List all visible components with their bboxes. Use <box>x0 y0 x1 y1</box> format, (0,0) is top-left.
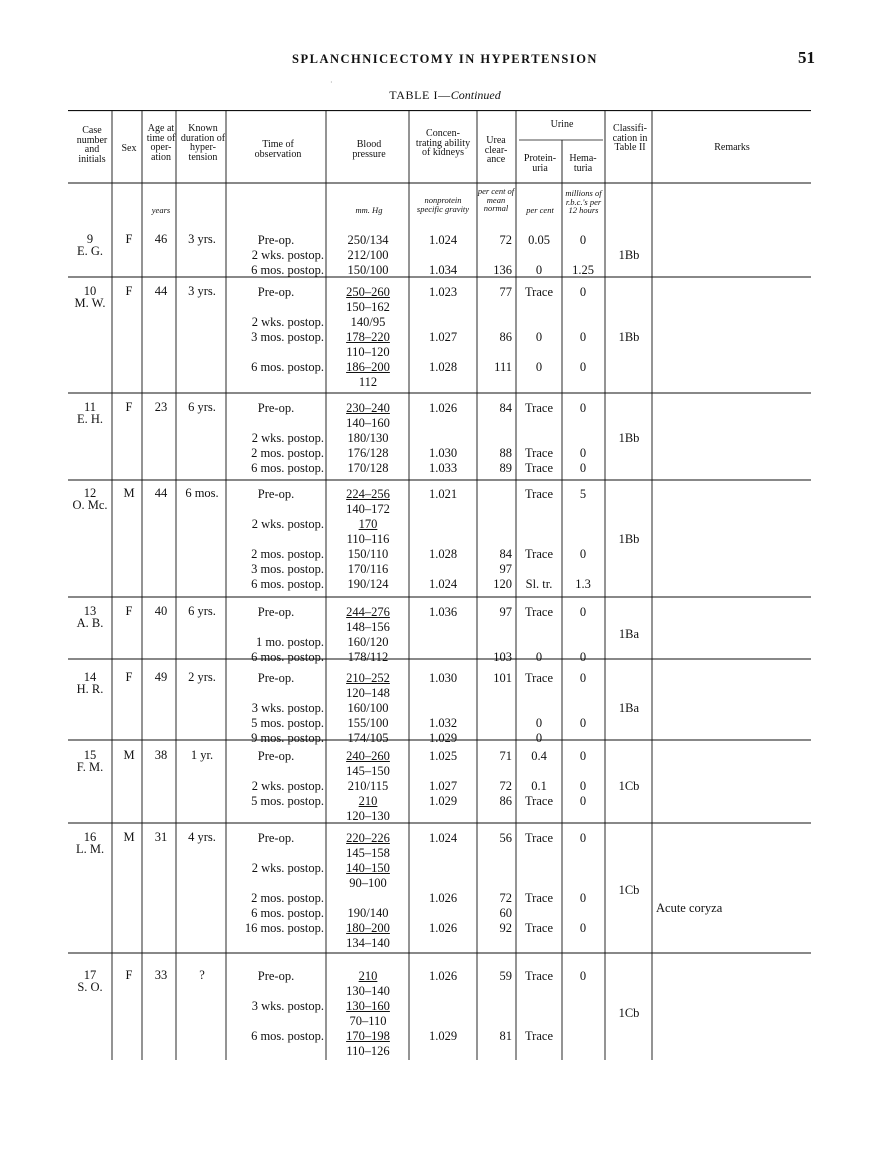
blood-pressure: 186–200 <box>346 360 390 374</box>
hematuria: 0 <box>579 605 587 619</box>
proteinuria: 0 <box>535 650 543 664</box>
proteinuria: 0.4 <box>531 749 547 763</box>
observation-time: 2 wks. postop. <box>251 779 324 793</box>
hematuria: 0 <box>579 330 587 344</box>
urea-clearance: 111 <box>494 360 512 374</box>
blood-pressure: 140–150 <box>346 861 390 875</box>
classification-cell: 1Ba <box>618 701 640 715</box>
hematuria: 0 <box>579 285 587 299</box>
hematuria: 0 <box>579 794 587 808</box>
col-header-sex: Sex <box>121 143 137 154</box>
specific-gravity: 1.027 <box>428 330 458 344</box>
running-header <box>0 48 890 72</box>
observation-time: 2 mos. postop. <box>251 891 324 905</box>
blood-pressure: 148–156 <box>346 620 390 634</box>
blood-pressure: 140–172 <box>346 502 390 516</box>
classification-cell: 1Bb <box>618 248 640 262</box>
case-number: 9 <box>86 232 94 246</box>
urea-clearance: 86 <box>499 330 512 344</box>
urea-clearance: 56 <box>499 831 512 845</box>
hematuria: 0 <box>579 891 587 905</box>
observation-time: 6 mos. postop. <box>251 360 324 374</box>
case-number: 14 <box>83 670 97 684</box>
age-cell: 31 <box>154 830 168 844</box>
duration-cell: 3 yrs. <box>188 284 216 298</box>
case-number: 17 <box>83 968 97 982</box>
blood-pressure: 112 <box>358 375 378 389</box>
sex-cell: F <box>125 232 133 246</box>
blood-pressure: 145–158 <box>346 846 390 860</box>
case-number: 10 <box>83 284 97 298</box>
observation-time: 3 mos. postop. <box>251 330 324 344</box>
observation-time: 16 mos. postop. <box>244 921 324 935</box>
blood-pressure: 210–252 <box>346 671 390 685</box>
col-header-duration: Known duration of hyper-tension <box>180 123 226 163</box>
urea-clearance: 72 <box>499 779 512 793</box>
specific-gravity: 1.030 <box>428 671 458 685</box>
blood-pressure: 170–198 <box>346 1029 390 1043</box>
running-title: SPLANCHNICECTOMY IN HYPERTENSION <box>292 52 598 66</box>
col-header-classification: Classifi-cation in Table II <box>612 123 648 153</box>
specific-gravity: 1.030 <box>428 446 458 460</box>
sex-cell: F <box>125 968 133 982</box>
unit-protein: per cent <box>526 205 554 215</box>
observation-time: 1 mo. postop. <box>255 635 324 649</box>
sex-cell: M <box>123 748 135 762</box>
observation-time: 5 mos. postop. <box>251 716 324 730</box>
proteinuria: Trace <box>524 547 553 561</box>
observation-time: 2 mos. postop. <box>251 446 324 460</box>
col-header-proteinuria: Protein-uria <box>523 153 557 174</box>
age-cell: 44 <box>154 284 168 298</box>
blood-pressure: 150/110 <box>347 547 389 561</box>
blood-pressure: 178/112 <box>347 650 389 664</box>
hematuria: 0 <box>579 233 587 247</box>
case-initials: S. O. <box>77 980 103 994</box>
observation-time: 9 mos. postop. <box>251 731 324 745</box>
specific-gravity: 1.034 <box>428 263 458 277</box>
observation-time: 6 mos. postop. <box>251 906 324 920</box>
age-cell: 46 <box>154 232 168 246</box>
hematuria: 0 <box>579 921 587 935</box>
proteinuria: Trace <box>524 1029 553 1043</box>
specific-gravity: 1.026 <box>428 891 458 905</box>
case-initials: M. W. <box>74 296 106 310</box>
unit-hema: millions of r.b.c.'s per 12 hours <box>565 188 602 215</box>
specific-gravity: 1.026 <box>428 921 458 935</box>
hematuria: 0 <box>579 969 587 983</box>
specific-gravity: 1.026 <box>428 969 458 983</box>
observation-time: 2 wks. postop. <box>251 517 324 531</box>
sex-cell: F <box>125 284 133 298</box>
col-header-remarks: Remarks <box>714 142 750 153</box>
col-header-case: Case number and initials <box>76 125 108 165</box>
specific-gravity: 1.027 <box>428 779 458 793</box>
urea-clearance: 86 <box>499 794 512 808</box>
observation-time: 6 mos. postop. <box>251 650 324 664</box>
blood-pressure: 170/128 <box>347 461 389 475</box>
observation-time: Pre-op. <box>257 285 295 299</box>
blood-pressure: 190/124 <box>347 577 389 591</box>
sex-cell: M <box>123 830 135 844</box>
col-header-hematuria: Hema-turia <box>569 153 597 174</box>
blood-pressure: 110–120 <box>346 345 390 359</box>
urea-clearance: 88 <box>499 446 512 460</box>
specific-gravity: 1.025 <box>428 749 458 763</box>
age-cell: 38 <box>154 748 168 762</box>
case-initials: E. G. <box>76 244 104 258</box>
table-caption <box>0 88 890 103</box>
proteinuria: 0 <box>535 731 543 745</box>
proteinuria: Trace <box>524 605 553 619</box>
hematuria: 0 <box>579 650 587 664</box>
observation-time: 2 wks. postop. <box>251 248 324 262</box>
blood-pressure: 160/100 <box>347 701 389 715</box>
proteinuria: 0 <box>535 330 543 344</box>
age-cell: 49 <box>154 670 168 684</box>
urea-clearance: 97 <box>499 562 512 576</box>
proteinuria: 0 <box>535 716 543 730</box>
observation-time: 5 mos. postop. <box>251 794 324 808</box>
specific-gravity: 1.028 <box>428 360 458 374</box>
urea-clearance: 84 <box>499 547 512 561</box>
col-header-bp: Blood pressure <box>352 139 386 160</box>
duration-cell: 6 yrs. <box>188 400 216 414</box>
proteinuria: Trace <box>524 461 553 475</box>
blood-pressure: 140/95 <box>350 315 386 329</box>
proteinuria: 0 <box>535 360 543 374</box>
hematuria: 0 <box>579 401 587 415</box>
blood-pressure: 130–160 <box>346 999 390 1013</box>
observation-time: Pre-op. <box>257 831 295 845</box>
duration-cell: 1 yr. <box>190 748 214 762</box>
proteinuria: Trace <box>524 671 553 685</box>
proteinuria: Trace <box>524 401 553 415</box>
blood-pressure: 210/115 <box>347 779 389 793</box>
blood-pressure: 210 <box>358 794 378 808</box>
sex-cell: F <box>125 400 133 414</box>
observation-time: 6 mos. postop. <box>251 1029 324 1043</box>
classification-cell: 1Cb <box>618 1006 640 1020</box>
sex-cell: F <box>125 604 133 618</box>
urea-clearance: 92 <box>499 921 512 935</box>
case-number: 12 <box>83 486 97 500</box>
case-initials: E. H. <box>76 412 104 426</box>
proteinuria: 0 <box>535 263 543 277</box>
specific-gravity: 1.024 <box>428 831 458 845</box>
blood-pressure: 224–256 <box>346 487 390 501</box>
hematuria: 0 <box>579 716 587 730</box>
specific-gravity: 1.033 <box>428 461 458 475</box>
proteinuria: Sl. tr. <box>525 577 553 591</box>
col-header-time: Time of observation <box>254 139 302 160</box>
blood-pressure: 190/140 <box>347 906 389 920</box>
blood-pressure: 140–160 <box>346 416 390 430</box>
urea-clearance: 103 <box>493 650 512 664</box>
proteinuria: Trace <box>524 921 553 935</box>
blood-pressure: 250/134 <box>347 233 389 247</box>
table-caption-continued: Continued <box>450 88 501 102</box>
observation-time: Pre-op. <box>257 401 295 415</box>
observation-time: Pre-op. <box>257 605 295 619</box>
observation-time: 6 mos. postop. <box>251 461 324 475</box>
proteinuria: Trace <box>524 831 553 845</box>
urea-clearance: 71 <box>499 749 512 763</box>
age-cell: 40 <box>154 604 168 618</box>
classification-cell: 1Ba <box>618 627 640 641</box>
urea-clearance: 89 <box>499 461 512 475</box>
observation-time: 6 mos. postop. <box>251 263 324 277</box>
urea-clearance: 59 <box>499 969 512 983</box>
blood-pressure: 110–126 <box>346 1044 390 1058</box>
duration-cell: ? <box>199 968 205 982</box>
urea-clearance: 120 <box>493 577 512 591</box>
duration-cell: 4 yrs. <box>188 830 216 844</box>
proteinuria: Trace <box>524 891 553 905</box>
hematuria: 0 <box>579 831 587 845</box>
classification-cell: 1Bb <box>618 532 640 546</box>
classification-cell: 1Cb <box>618 883 640 897</box>
blood-pressure: 145–150 <box>346 764 390 778</box>
blood-pressure: 212/100 <box>347 248 389 262</box>
proteinuria: 0.05 <box>528 233 550 247</box>
observation-time: 3 wks. postop. <box>251 999 324 1013</box>
stray-mark: · <box>330 78 333 87</box>
blood-pressure: 110–116 <box>346 532 390 546</box>
hematuria: 0 <box>579 671 587 685</box>
blood-pressure: 70–110 <box>349 1014 387 1028</box>
duration-cell: 6 mos. <box>185 486 219 500</box>
specific-gravity: 1.029 <box>428 731 458 745</box>
hematuria: 0 <box>579 461 587 475</box>
specific-gravity: 1.026 <box>428 401 458 415</box>
duration-cell: 6 yrs. <box>188 604 216 618</box>
specific-gravity: 1.021 <box>428 487 458 501</box>
urea-clearance: 77 <box>499 285 512 299</box>
proteinuria: Trace <box>524 285 553 299</box>
blood-pressure: 180/130 <box>347 431 389 445</box>
specific-gravity: 1.024 <box>428 577 458 591</box>
blood-pressure: 150/100 <box>347 263 389 277</box>
classification-cell: 1Bb <box>618 431 640 445</box>
hematuria: 0 <box>579 547 587 561</box>
case-initials: O. Mc. <box>72 498 108 512</box>
urea-clearance: 81 <box>499 1029 512 1043</box>
col-header-age: Age at time of oper-ation <box>146 123 176 163</box>
duration-cell: 3 yrs. <box>188 232 216 246</box>
proteinuria: 0.1 <box>531 779 547 793</box>
case-number: 13 <box>83 604 97 618</box>
urea-clearance: 60 <box>499 906 512 920</box>
blood-pressure: 244–276 <box>346 605 390 619</box>
observation-time: 3 mos. postop. <box>251 562 324 576</box>
blood-pressure: 230–240 <box>346 401 390 415</box>
urea-clearance: 136 <box>493 263 512 277</box>
col-header-conc: Concen-trating ability of kidneys <box>415 128 471 158</box>
blood-pressure: 130–140 <box>346 984 390 998</box>
urea-clearance: 97 <box>499 605 512 619</box>
sex-cell: M <box>123 486 135 500</box>
hematuria: 0 <box>579 446 587 460</box>
classification-cell: 1Bb <box>618 330 640 344</box>
urea-clearance: 101 <box>493 671 512 685</box>
unit-urea: per cent of mean normal <box>477 186 515 213</box>
blood-pressure: 210 <box>358 969 378 983</box>
proteinuria: Trace <box>524 446 553 460</box>
blood-pressure: 240–260 <box>346 749 390 763</box>
specific-gravity: 1.024 <box>428 233 458 247</box>
blood-pressure: 160/120 <box>347 635 389 649</box>
hematuria: 0 <box>579 749 587 763</box>
page-number: 51 <box>798 48 815 67</box>
col-header-urea: Urea clear-ance <box>484 135 508 165</box>
data-table <box>68 110 811 1060</box>
observation-time: 3 wks. postop. <box>251 701 324 715</box>
blood-pressure: 155/100 <box>347 716 389 730</box>
observation-time: Pre-op. <box>257 749 295 763</box>
observation-time: 2 wks. postop. <box>251 431 324 445</box>
blood-pressure: 180–200 <box>346 921 390 935</box>
blood-pressure: 120–148 <box>346 686 390 700</box>
classification-cell: 1Cb <box>618 779 640 793</box>
remarks-cell: Acute coryza <box>656 901 723 915</box>
blood-pressure: 220–226 <box>346 831 390 845</box>
observation-time: Pre-op. <box>257 487 295 501</box>
case-number: 11 <box>83 400 97 414</box>
blood-pressure: 178–220 <box>346 330 390 344</box>
blood-pressure: 90–100 <box>349 876 387 890</box>
age-cell: 44 <box>154 486 168 500</box>
observation-time: Pre-op. <box>257 671 295 685</box>
case-number: 16 <box>83 830 97 844</box>
sex-cell: F <box>125 670 133 684</box>
unit-conc: nonprotein specific gravity <box>416 195 470 214</box>
observation-time: Pre-op. <box>257 233 295 247</box>
case-initials: A. B. <box>76 616 104 630</box>
age-cell: 23 <box>154 400 168 414</box>
duration-cell: 2 yrs. <box>188 670 216 684</box>
blood-pressure: 174/105 <box>347 731 389 745</box>
blood-pressure: 170 <box>358 517 378 531</box>
proteinuria: Trace <box>524 487 553 501</box>
age-cell: 33 <box>154 968 168 982</box>
hematuria: 1.25 <box>572 263 594 277</box>
col-header-urine: Urine <box>550 119 574 130</box>
hematuria: 1.3 <box>575 577 591 591</box>
table-caption-label: TABLE I— <box>389 88 451 102</box>
hematuria: 5 <box>579 487 587 501</box>
case-initials: L. M. <box>75 842 105 856</box>
blood-pressure: 250–260 <box>346 285 390 299</box>
case-number: 15 <box>83 748 97 762</box>
urea-clearance: 84 <box>499 401 512 415</box>
blood-pressure: 170/116 <box>347 562 389 576</box>
specific-gravity: 1.028 <box>428 547 458 561</box>
unit-bp: mm. Hg <box>355 205 383 215</box>
specific-gravity: 1.036 <box>428 605 458 619</box>
specific-gravity: 1.023 <box>428 285 458 299</box>
blood-pressure: 120–130 <box>346 809 390 823</box>
specific-gravity: 1.032 <box>428 716 458 730</box>
observation-time: 2 wks. postop. <box>251 861 324 875</box>
unit-age: years <box>151 205 171 215</box>
blood-pressure: 134–140 <box>346 936 390 950</box>
proteinuria: Trace <box>524 794 553 808</box>
specific-gravity: 1.029 <box>428 794 458 808</box>
blood-pressure: 150–162 <box>346 300 390 314</box>
case-initials: F. M. <box>76 760 104 774</box>
observation-time: 2 mos. postop. <box>251 547 324 561</box>
proteinuria: Trace <box>524 969 553 983</box>
observation-time: Pre-op. <box>257 969 295 983</box>
specific-gravity: 1.029 <box>428 1029 458 1043</box>
case-initials: H. R. <box>76 682 104 696</box>
observation-time: 2 wks. postop. <box>251 315 324 329</box>
blood-pressure: 176/128 <box>347 446 389 460</box>
urea-clearance: 72 <box>499 891 512 905</box>
hematuria: 0 <box>579 779 587 793</box>
observation-time: 6 mos. postop. <box>251 577 324 591</box>
urea-clearance: 72 <box>499 233 512 247</box>
hematuria: 0 <box>579 360 587 374</box>
